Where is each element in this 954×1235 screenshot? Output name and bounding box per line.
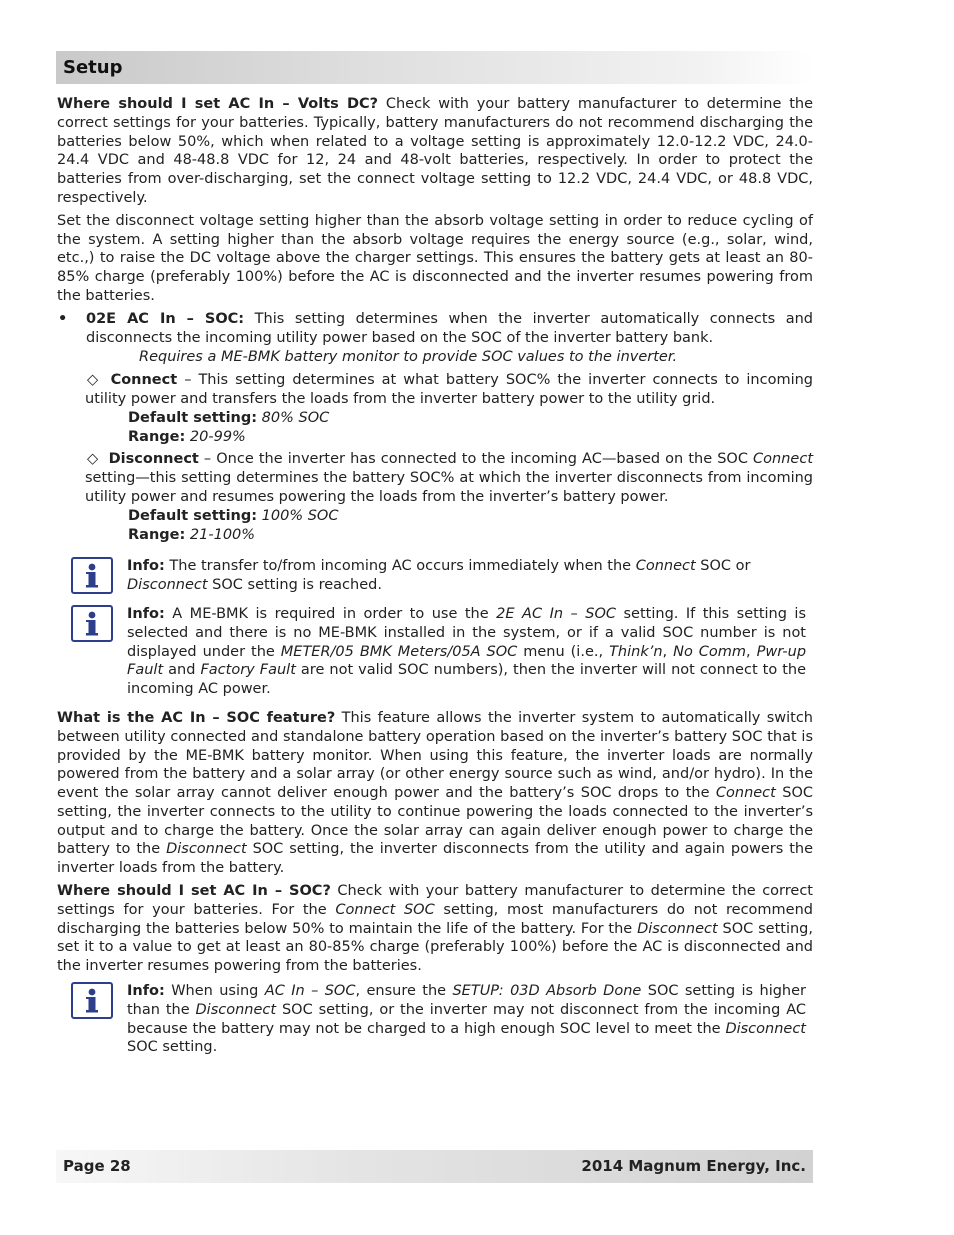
paragraph-set-soc: Where should I set AC In – SOC? Check with your battery manufacturer to determine the correct settings for your batteries. For the Connect SOC setting, most manufacturers do not recommend discharging the batteries below 50% to maintain the life of the battery. For the Disconnect SOC setting, set it to a value to get at least an 80-85% charge (preferably 100%) before the AC is disconnected and the inverter resumes powering from the batteries. — [57, 883, 813, 975]
question-heading: Where should I set AC In – Volts DC? — [57, 96, 379, 112]
info-icon — [71, 982, 113, 1019]
question-heading: What is the AC In – SOC feature? — [57, 709, 336, 726]
disconnect-default: Default setting: 100% SOC — [128, 507, 339, 524]
connect-setting: ◇ Connect – This setting determines at what battery SOC% the inverter connects to incoming utility power and transfers the loads from the inverter battery power to the utility grid. Default setting: 80% SOC Range: 20-99% — [85, 372, 813, 445]
requirement-note: Requires a ME-BMK battery monitor to provide SOC values to the inverter. — [139, 349, 678, 366]
paragraph-soc-feature: What is the AC In – SOC feature? This feature allows the inverter system to automatically switch between utility connected and standalone battery operation based on the inverter’s battery SOC that is provided by the ME-BMK battery monitor. When using this feature, the inverter loads are normally powered from the battery and a solar array (or other energy source such as wind, and/or hydro). In the event the solar array cannot deliver enough power and the battery’s SOC drops to the Connect SOC setting, the inverter connects to the utility to continue powering the loads connected to the inverter’s output and to charge the battery. Once the solar array can again deliver enough power to charge the battery to the Disconnect SOC setting, the inverter disconnects from the utility and again powers the inverter loads from the battery. — [57, 709, 814, 877]
info-note-transfer: Info: The transfer to/from incoming AC occurs immediately when the Connect SOC or Disconnect SOC setting is reached. — [57, 557, 813, 595]
paragraph-disconnect-voltage: Set the disconnect voltage setting higher than the absorb voltage setting in order to reduce cycling of the system. A setting higher than the absorb voltage requires the energy source (e.g., solar, wind, etc.,) to raise the DC voltage above the charger settings. This ensures the battery gets at least an 80-85% charge (preferably 100%) before the AC is disconnected and the inverter resumes powering from the batteries. — [57, 212, 813, 304]
page-footer — [56, 1150, 813, 1183]
section-header — [56, 51, 813, 84]
connect-label: Connect — [110, 372, 178, 389]
info-note-bmk: Info: A ME-BMK is required in order to use the 2E AC In – SOC setting. If this setting is selected and there is no ME-BMK installed in the system, or if a valid SOC number is not displayed under the METER/05 BMK Meters/05A SOC menu (i.e., Think’n, No Comm, Pwr-up Fault and Factory Fault are not valid SOC numbers), then the inverter will not connect to the incoming AC power. — [57, 605, 813, 699]
info-label: Info: — [127, 983, 165, 1000]
question-heading: Where should I set AC In – SOC? — [57, 883, 331, 900]
bullet-02e: • 02E AC In – SOC: This setting determines when the inverter automatically connects and disconnects the incoming utility power based on the SOC of the inverter battery bank. — [58, 310, 813, 346]
disconnect-setting: ◇ Disconnect – Once the inverter has connected to the incoming AC—based on the SOC Connect setting—this setting determines the battery SOC% at which the inverter disconnects from incoming utility power and resumes powering the loads from the inverter’s battery power. Default setting: 100% SOC Range: 21-100% — [85, 451, 814, 543]
bullet-symbol: • — [58, 310, 68, 327]
info-label: Info: — [127, 558, 165, 575]
disconnect-label: Disconnect — [108, 451, 199, 468]
connect-default: Default setting: 80% SOC — [128, 409, 330, 426]
section-title: Setup — [63, 57, 123, 78]
info-label: Info: — [127, 605, 165, 622]
disconnect-range: Range: 21-100% — [128, 526, 256, 543]
connect-range: Range: 20-99% — [128, 428, 246, 445]
copyright: 2014 Magnum Energy, Inc. — [581, 1157, 806, 1175]
info-icon — [71, 557, 113, 594]
paragraph-volts-dc: Where should I set AC In – Volts DC? Check with your battery manufacturer to determine the correct settings for your batteries. Typically, battery manufacturers do not recommend discharging the batteries below 50%, which when related to a voltage setting is approximately 12.0-12.2 VDC, 24.0-24.4 VDC and 48-48.8 VDC for 12, 24 and 48-volt batteries, respectively. In order to protect the batteries from over-discharging, set the connect voltage setting to 12.2 VDC, 24.4 VDC, or 48.8 VDC, respectively. — [57, 96, 813, 206]
info-icon — [71, 605, 113, 642]
setting-name: 02E AC In – SOC: — [86, 310, 245, 327]
page-number: Page 28 — [63, 1157, 131, 1175]
diamond-icon: ◇ — [87, 451, 99, 468]
diamond-icon: ◇ — [87, 372, 101, 389]
page-content — [57, 95, 813, 1067]
info-note-absorb: Info: When using AC In – SOC, ensure the SETUP: 03D Absorb Done SOC setting is higher than the Disconnect SOC setting, or the inverter may not disconnect from the incoming AC because the battery may not be charged to a high enough SOC level to meet the Disconnect SOC setting. — [57, 982, 813, 1057]
